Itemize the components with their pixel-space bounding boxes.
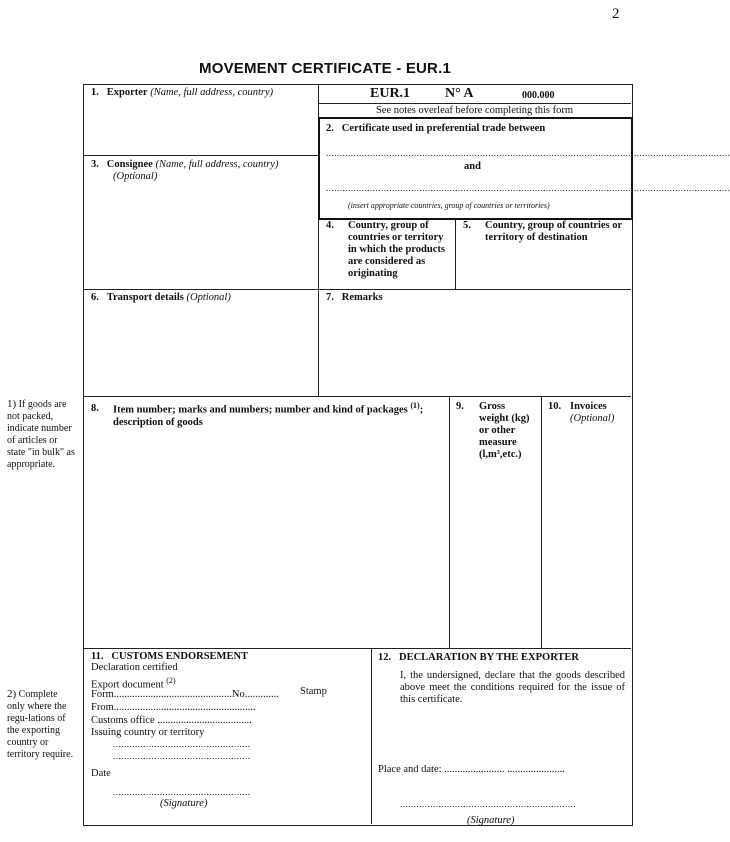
footnote-1	[7, 398, 75, 471]
box2-dots-2: ...................................................................................................................................................	[326, 183, 730, 193]
box11-declaration: Declaration certified	[91, 662, 178, 673]
box12-sig-dots: ................................................................	[400, 799, 576, 809]
divider-header	[318, 103, 631, 104]
header-note: See notes overleaf before completing this form	[375, 105, 574, 116]
divider-row-endorse	[83, 648, 631, 649]
box12-signature: (Signature)	[467, 815, 515, 826]
page-title: MOVEMENT CERTIFICATE - EUR.1	[199, 60, 451, 77]
box2-label	[326, 123, 626, 135]
footnote-2-mark: 2)	[7, 688, 17, 700]
box12-number: 12.	[378, 652, 392, 663]
box12-text: I, the undersigned, declare that the goods described above meet the conditions required for the issue of this certificate.	[400, 670, 625, 705]
box11-form-line: Form.............................................No.............	[91, 689, 279, 700]
box8-text-2: description of goods	[113, 416, 203, 428]
box6-transport-label	[91, 292, 316, 304]
box2-text: Certificate used in preferential trade between	[341, 123, 546, 134]
box11-export-doc-text: Export document	[91, 679, 164, 691]
box8-label	[113, 400, 445, 429]
serial-number: 000.000	[522, 90, 555, 101]
box6-number: 6.	[91, 292, 99, 303]
box11-office-line: Customs office ....................................	[91, 715, 252, 726]
divider-left-1-3	[83, 155, 318, 156]
box2-and: and	[464, 161, 481, 172]
box2-number: 2.	[326, 123, 334, 134]
footnote-2	[7, 688, 77, 761]
divider-row-goods	[83, 396, 631, 397]
box7-number: 7.	[326, 292, 334, 303]
box11-dots-2: ..................................................	[113, 751, 251, 761]
box10-label: Invoices	[570, 401, 607, 412]
box11-footnote-ref: (2)	[166, 676, 176, 685]
box10-number: 10.	[548, 401, 562, 412]
box2-hint: (insert appropriate countries, group of countries or territories)	[348, 201, 550, 210]
box11-from-line: From......................................................	[91, 702, 256, 713]
divider-col-9	[449, 396, 450, 648]
box3-optional: (Optional)	[113, 171, 158, 182]
box11-dots-1: ..................................................	[113, 739, 251, 749]
box6-label: Transport details	[106, 292, 184, 303]
box4-label: Country, group of countries or territory in which the products are considered as originating	[348, 220, 445, 279]
box11-date: Date	[91, 768, 111, 779]
box10-hint: (Optional)	[570, 413, 615, 424]
box11-issuing: Issuing country or territory	[91, 727, 205, 738]
serial-prefix: N° A	[445, 86, 474, 101]
page-number: 2	[612, 6, 620, 22]
box12-place-date: Place and date: ....................... ......................	[378, 764, 565, 775]
box5-number: 5.	[463, 220, 471, 231]
box6-hint: (Optional)	[186, 292, 231, 303]
box8-number: 8.	[91, 403, 99, 414]
box8-footnote-ref: (1)	[410, 401, 420, 410]
footnote-1-mark: 1)	[7, 398, 17, 410]
divider-col-11-12	[371, 648, 372, 824]
footnote-2-text: Complete only where the regu-lations of the exporting country or territory require.	[7, 689, 74, 760]
box11-signature: (Signature)	[160, 798, 208, 809]
box7-label: Remarks	[341, 292, 383, 303]
box9-label: Gross weight (kg) or other measure (l,m³,etc.)	[479, 401, 530, 460]
box12-label: DECLARATION BY THE EXPORTER	[399, 652, 580, 663]
box11-label: CUSTOMS ENDORSEMENT	[111, 651, 249, 662]
form-code: EUR.1	[370, 86, 411, 101]
box1-exporter-label	[91, 87, 316, 99]
divider-col-10	[541, 396, 542, 648]
box3-hint: (Name, full address, country)	[155, 159, 279, 170]
box1-label: Exporter	[106, 87, 148, 98]
footnote-1-text: If goods are not packed, indicate number of articles or state "in bulk" as appropriate.	[7, 399, 75, 470]
box9-number: 9.	[456, 401, 464, 412]
box4-number: 4.	[326, 220, 334, 231]
box8-semicolon: ;	[419, 404, 424, 416]
box12-heading	[378, 652, 628, 664]
box8-text: Item number; marks and numbers; number and kind of packages	[113, 404, 408, 416]
box7-remarks-label	[326, 292, 626, 304]
box1-hint: (Name, full address, country)	[150, 87, 274, 98]
box3-consignee-label	[91, 159, 316, 183]
box5-label: Country, group of countries or territory of destination	[485, 220, 622, 243]
box2-dots-1: ...................................................................................................................................................	[326, 148, 730, 158]
box3-label: Consignee	[106, 159, 153, 170]
divider-row-transport	[83, 289, 631, 290]
divider-col-4-5	[455, 218, 456, 289]
box3-number: 3.	[91, 159, 99, 170]
box1-number: 1.	[91, 87, 99, 98]
box11-stamp: Stamp	[300, 686, 327, 697]
box11-number: 11.	[91, 651, 104, 662]
box11-sig-dots: ..................................................	[113, 787, 251, 797]
